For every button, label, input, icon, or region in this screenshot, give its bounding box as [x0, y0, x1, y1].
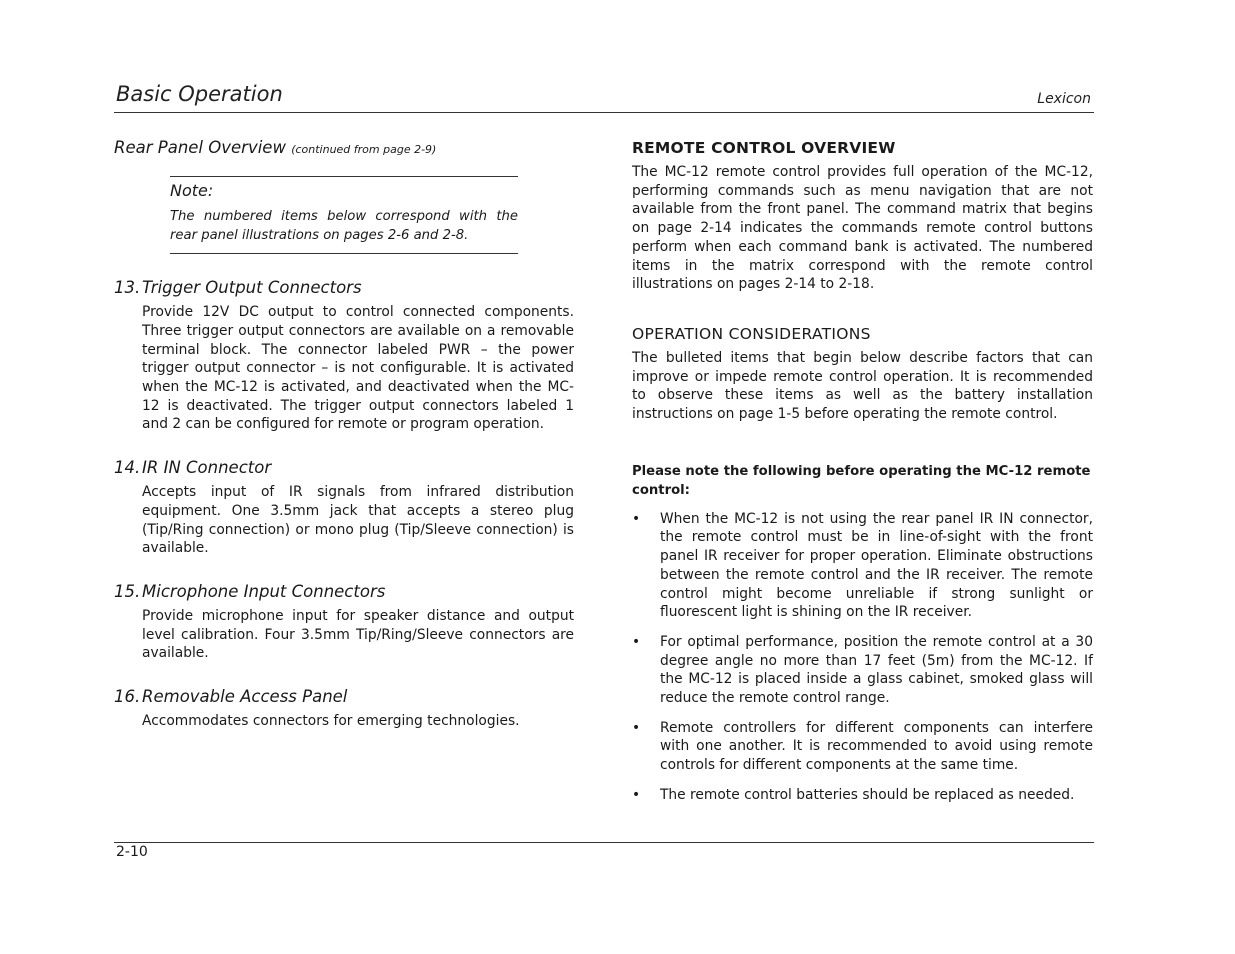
list-item-text: When the MC-12 is not using the rear panel IR IN connector, the remote control must be in line-of-sight with the front panel IR receiver for proper operation. Eliminate obstructions between the remote control and the IR receiver. The remote control might become unreliable if strong sunlight or fluorescent light is shining on the IR receiver. — [660, 510, 1093, 621]
bullet-icon: • — [632, 786, 641, 803]
page-number: 2-10 — [116, 844, 148, 860]
considerations-list — [632, 510, 1093, 805]
operation-considerations-heading: OPERATION CONSIDERATIONS — [632, 324, 871, 343]
chapter-title: Basic Operation — [116, 82, 283, 106]
item-body: Accommodates connectors for emerging technologies. — [142, 713, 520, 730]
list-item-text: Remote controllers for different components can interfere with one another. It is recommended to avoid using remote controls for different components at the same time. — [660, 719, 1093, 774]
item-microphone-input — [114, 580, 574, 663]
item-trigger-output — [114, 276, 574, 434]
footer-divider — [114, 842, 1094, 843]
list-item — [632, 786, 1093, 805]
list-item — [632, 633, 1093, 708]
note-label: Note: — [170, 181, 214, 200]
item-number: 13. — [114, 278, 141, 298]
item-body: Accepts input of IR signals from infrared distribution equipment. One 3.5mm jack that accepts a stereo plug (Tip/Ring connection) or mono plug (Tip/Sleeve connection) is available. — [142, 484, 574, 557]
header-divider — [114, 112, 1094, 113]
list-item-text: For optimal performance, position the remote control at a 30 degree angle no more than 17 feet (5m) from the MC-12. If the MC-12 is placed inside a glass cabinet, smoked glass will reduce the remote control range. — [660, 633, 1093, 707]
item-heading — [114, 276, 574, 300]
item-title: Microphone Input Connectors — [142, 581, 386, 601]
note-box — [170, 176, 518, 254]
item-number: 16. — [114, 687, 141, 707]
section-heading — [114, 136, 574, 162]
brand-name: Lexicon — [1037, 91, 1091, 107]
please-note-text: Please note the following before operating the MC-12 remote control: — [632, 463, 1091, 498]
item-heading — [114, 685, 574, 709]
note-text: The numbered items below correspond with the rear panel illustrations on pages 2-6 and 2-8. — [170, 209, 518, 243]
item-access-panel — [114, 685, 574, 731]
remote-overview-text: The MC-12 remote control provides full operation of the MC-12, performing commands such as menu navigation that are not available from the front panel. The command matrix that begins on page 2-14 indicates the commands remote control buttons perform when each command bank is activated. The numbered items in the matrix correspond with the remote control illustrations on pages 2-14 to 2-18. — [632, 164, 1093, 293]
item-title: Removable Access Panel — [142, 687, 348, 707]
bullet-icon: • — [632, 633, 641, 650]
list-item — [632, 510, 1093, 622]
item-body: Provide 12V DC output to control connected components. Three trigger output connectors are available on a removable terminal block. The connector labeled PWR – the power trigger output connector – is not configurable. It is activated when the MC-12 is activated, and deactivated when the MC-12 is deactivated. The trigger output connectors labeled 1 and 2 can be configured for remote or program operation. — [142, 304, 574, 433]
item-heading — [114, 456, 574, 480]
right-column — [632, 136, 1093, 816]
list-item-text: The remote control batteries should be replaced as needed. — [660, 786, 1075, 803]
operation-considerations-text: The bulleted items that begin below describe factors that can improve or impede remote control operation. It is recommended to observe these items as well as the battery installation instructions on page 1-5 before operating the remote control. — [632, 349, 1093, 423]
list-item — [632, 719, 1093, 775]
item-body: Provide microphone input for speaker distance and output level calibration. Four 3.5mm Tip/Ring/Sleeve connectors are available. — [142, 607, 574, 662]
item-ir-in — [114, 456, 574, 558]
section-title: Rear Panel Overview — [114, 138, 286, 157]
item-number: 15. — [114, 581, 141, 601]
bullet-icon: • — [632, 510, 641, 527]
section-continued-note: (continued from page 2-9) — [291, 143, 437, 156]
item-title: Trigger Output Connectors — [142, 278, 362, 298]
remote-overview-heading: REMOTE CONTROL OVERVIEW — [632, 139, 896, 157]
left-column — [114, 136, 574, 731]
item-heading — [114, 580, 574, 604]
bullet-icon: • — [632, 719, 641, 736]
item-number: 14. — [114, 458, 141, 478]
item-title: IR IN Connector — [142, 458, 272, 478]
